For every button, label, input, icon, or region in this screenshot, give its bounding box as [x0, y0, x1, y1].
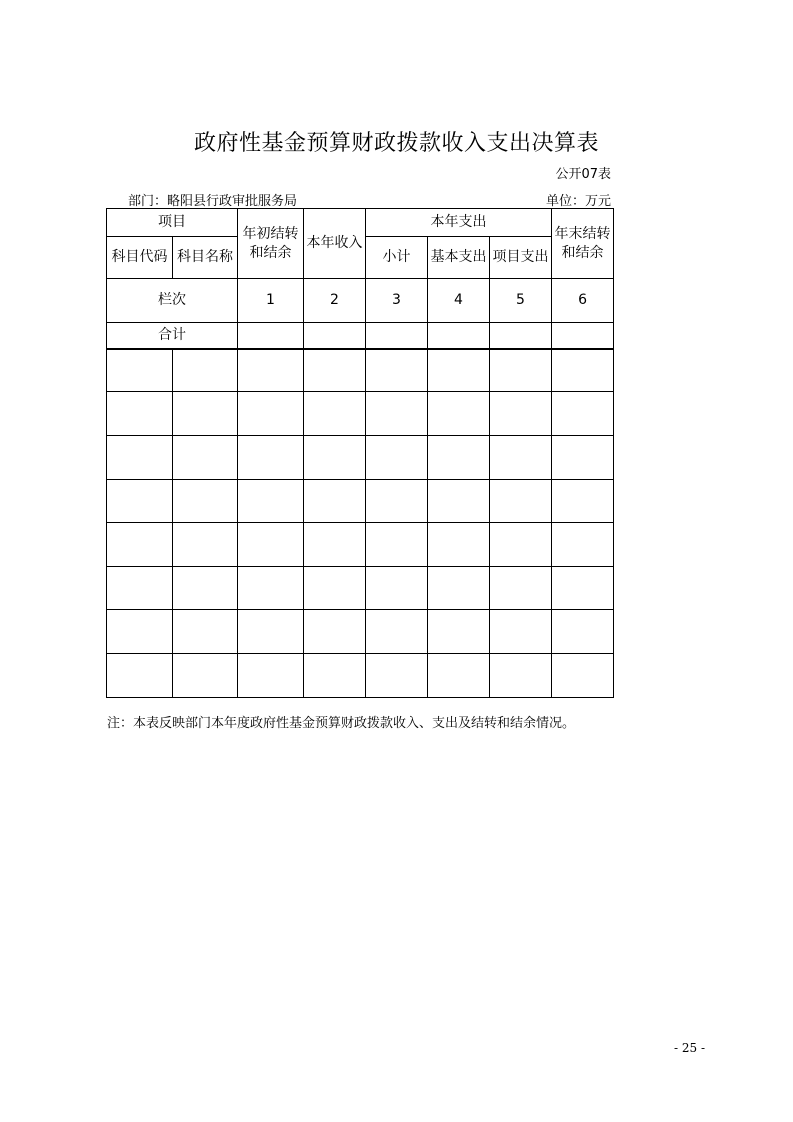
table-cell — [173, 480, 238, 523]
table-cell — [552, 480, 614, 523]
department-line — [128, 190, 297, 209]
table-row — [107, 349, 614, 392]
table-cell — [552, 523, 614, 567]
table-cell — [107, 610, 173, 654]
table-cell — [173, 392, 238, 436]
table-cell — [107, 523, 173, 567]
header-item: 项目 — [107, 209, 238, 237]
table-cell — [366, 436, 428, 480]
total-cell — [238, 323, 304, 349]
table-cell — [490, 567, 552, 610]
table-cell — [107, 349, 173, 392]
table-cell — [173, 349, 238, 392]
table-cell — [173, 610, 238, 654]
budget-table — [106, 208, 614, 698]
table-cell — [173, 654, 238, 698]
column-number: 1 — [238, 279, 304, 323]
department-label: 部门： — [128, 194, 168, 209]
total-label: 合计 — [107, 323, 238, 349]
table-cell — [173, 567, 238, 610]
header-project-expense: 项目支出 — [490, 237, 552, 279]
table-cell — [428, 610, 490, 654]
table-cell — [366, 654, 428, 698]
table-cell — [238, 436, 304, 480]
table-cell — [552, 654, 614, 698]
table-cell — [366, 480, 428, 523]
table-cell — [366, 392, 428, 436]
table-cell — [107, 436, 173, 480]
header-subtotal: 小计 — [366, 237, 428, 279]
table-row — [107, 654, 614, 698]
table-cell — [107, 392, 173, 436]
table-cell — [304, 654, 366, 698]
header-basic-expense: 基本支出 — [428, 237, 490, 279]
total-cell — [366, 323, 428, 349]
table-cell — [238, 523, 304, 567]
table-cell — [304, 480, 366, 523]
table-cell — [428, 654, 490, 698]
table-cell — [490, 523, 552, 567]
header-year-expense: 本年支出 — [366, 209, 552, 237]
table-cell — [238, 567, 304, 610]
table-cell — [490, 610, 552, 654]
table-cell — [107, 480, 173, 523]
table-cell — [490, 654, 552, 698]
table-row — [107, 392, 614, 436]
table-cell — [238, 610, 304, 654]
table-cell — [304, 436, 366, 480]
table-cell — [428, 523, 490, 567]
table-cell — [428, 480, 490, 523]
table-cell — [490, 349, 552, 392]
column-row-label: 栏次 — [107, 279, 238, 323]
table-cell — [490, 436, 552, 480]
header-name: 科目名称 — [173, 237, 238, 279]
table-cell — [238, 480, 304, 523]
total-cell — [428, 323, 490, 349]
table-cell — [238, 654, 304, 698]
table-cell — [428, 392, 490, 436]
table-cell — [366, 349, 428, 392]
footnote: 注：本表反映部门本年度政府性基金预算财政拨款收入、支出及结转和结余情况。 — [107, 716, 576, 731]
total-cell — [304, 323, 366, 349]
table-cell — [173, 436, 238, 480]
table-cell — [428, 349, 490, 392]
header-end-balance: 年末结转和结余 — [552, 209, 614, 279]
table-cell — [304, 392, 366, 436]
total-cell — [490, 323, 552, 349]
table-cell — [304, 349, 366, 392]
table-row — [107, 436, 614, 480]
table-cell — [490, 392, 552, 436]
table-cell — [552, 610, 614, 654]
table-cell — [366, 523, 428, 567]
table-cell — [173, 523, 238, 567]
table-cell — [304, 523, 366, 567]
table-cell — [428, 567, 490, 610]
column-number: 3 — [366, 279, 428, 323]
table-cell — [552, 349, 614, 392]
table-cell — [107, 567, 173, 610]
table-row — [107, 567, 614, 610]
table-cell — [304, 610, 366, 654]
form-number: 公开07表 — [555, 167, 611, 182]
table-cell — [552, 436, 614, 480]
table-cell — [490, 480, 552, 523]
table-cell — [304, 567, 366, 610]
unit-label: 单位：万元 — [545, 194, 611, 209]
header-code: 科目代码 — [107, 237, 173, 279]
table-cell — [107, 654, 173, 698]
table-cell — [552, 567, 614, 610]
column-number: 5 — [490, 279, 552, 323]
total-cell — [552, 323, 614, 349]
table-row — [107, 523, 614, 567]
column-number: 6 — [552, 279, 614, 323]
document-title: 政府性基金预算财政拨款收入支出决算表 — [193, 131, 599, 156]
header-year-income: 本年收入 — [304, 209, 366, 279]
column-number: 2 — [304, 279, 366, 323]
page-number: - 25 - — [673, 1041, 705, 1055]
table-cell — [366, 567, 428, 610]
table-cell — [552, 392, 614, 436]
table-row — [107, 480, 614, 523]
column-number: 4 — [428, 279, 490, 323]
department-name: 略阳县行政审批服务局 — [167, 194, 298, 209]
table-cell — [428, 436, 490, 480]
table-row — [107, 610, 614, 654]
header-begin-balance: 年初结转和结余 — [238, 209, 304, 279]
table-cell — [238, 392, 304, 436]
table-cell — [238, 349, 304, 392]
table-cell — [366, 610, 428, 654]
